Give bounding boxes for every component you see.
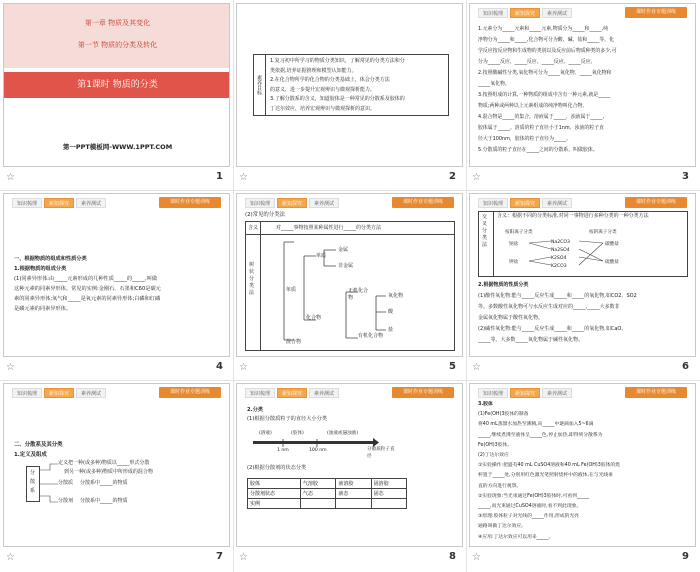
slide-thumbnail-9[interactable] xyxy=(469,383,696,547)
dispersion-medium-text: 分散系中_____的物质 xyxy=(80,498,128,504)
objective-line: 2.在化合物所学的化合物的分类基础上，体会分类方法 xyxy=(270,77,390,84)
cross-header: 按阳离子分类 xyxy=(505,230,533,235)
star-icon[interactable]: ☆ xyxy=(6,552,15,563)
classification-table xyxy=(245,221,455,351)
tab-explore[interactable]: 新知探究 xyxy=(510,388,540,398)
slide-number: 6 xyxy=(682,361,689,372)
tree-node: 无机化合物 xyxy=(348,288,369,301)
content-line: (2)根据分散剂的状态分类 xyxy=(247,465,307,471)
medium-state-table xyxy=(247,478,407,509)
tab-test[interactable]: 素养测试 xyxy=(76,198,106,208)
content-line: _____等。大多数_____氧化物属于碱性氧化物。 xyxy=(478,337,584,343)
tab-test[interactable]: 素养测试 xyxy=(309,388,339,398)
section-title: 第一节 物质的分类及转化 xyxy=(77,41,158,49)
tree-node: 有机化合物 xyxy=(358,333,384,339)
objective-line: 3.了解分散系的含义，知道胶体是一种常见的分散系及胶体的 xyxy=(270,96,405,103)
homework-banner[interactable]: 课时作业专题训练 xyxy=(392,387,454,398)
objective-line: 类依据,培养证据推理和模型认知能力。 xyxy=(270,67,357,74)
slide-thumbnail-5[interactable] xyxy=(236,193,463,357)
dispersion-medium-label: 分散剂 xyxy=(58,498,74,504)
slide-cell-5[interactable] xyxy=(233,190,466,380)
section-heading: 一、根据物质的组成和性质分类 xyxy=(14,256,87,262)
tree-node: 金属 xyxy=(338,247,349,253)
star-icon[interactable]: ☆ xyxy=(6,362,15,373)
salt-node: Na2CO3 xyxy=(551,240,570,245)
content-line: ④应用:丁达尔效应可以用来_____。 xyxy=(478,534,554,540)
content-line: 这种元素的同素异形体。常见的实例:金刚石、石墨和C60是碳元 xyxy=(14,286,161,292)
content-line: 胶体属于_____。溶质的粒子直径小于1nm，浊液的粒子直 xyxy=(478,125,604,131)
slide-number: 5 xyxy=(449,361,456,372)
slide-cell-8[interactable] xyxy=(233,380,466,570)
slide-cell-6[interactable] xyxy=(466,190,699,380)
tab-knowledge[interactable]: 知识梳理 xyxy=(12,198,42,208)
tree-node: 单质 xyxy=(316,253,327,259)
slide-thumbnail-8[interactable] xyxy=(236,383,463,547)
slide-footer xyxy=(466,171,699,187)
objective-line: 丁达尔效应，培养宏观辨识与微观探析的意识。 xyxy=(270,105,376,112)
salt-group: 碳酸盐 xyxy=(605,242,619,247)
tree-node: 酸 xyxy=(388,309,394,315)
dispersed-phase-text: 分散系中_____的物质 xyxy=(80,480,128,486)
slide-tabs xyxy=(478,198,572,208)
site-watermark: 第一PPT模板网-WWW.1PPT.COM xyxy=(62,143,173,151)
axis-region-label: (浊液或悬浊液) xyxy=(327,431,359,436)
slide-cell-1[interactable] xyxy=(0,0,233,190)
tab-knowledge[interactable]: 知识梳理 xyxy=(245,388,275,398)
subsection-heading: 2.分类 xyxy=(247,407,263,413)
meaning-label: 含义 xyxy=(248,225,259,231)
tree-node: 盐 xyxy=(388,327,394,333)
star-icon[interactable]: ☆ xyxy=(239,362,248,373)
content-line: (2)丁达尔效应 xyxy=(478,453,509,459)
slide-number: 8 xyxy=(449,551,456,562)
content-line: 1.元素分为_____元素和_____元素,物质分为_____和_____,纯 xyxy=(478,26,609,32)
salt-node: K2CO3 xyxy=(551,264,567,269)
slide-cell-2[interactable] xyxy=(233,0,466,190)
tab-test[interactable]: 素养测试 xyxy=(542,8,572,18)
tab-explore[interactable]: 新知探究 xyxy=(44,388,74,398)
salt-group: 硫酸盐 xyxy=(605,260,619,265)
axis-region-label: (溶液) xyxy=(259,431,272,436)
tab-explore[interactable]: 新知探究 xyxy=(277,198,307,208)
tab-test[interactable]: 素养测试 xyxy=(76,388,106,398)
content-line: ③原理:胶体粒子对光线的_____作用,形成的光亮 xyxy=(478,514,579,520)
content-line: 是磷元素的同素异形体。 xyxy=(14,306,72,312)
table-cell: 气态 xyxy=(300,489,335,499)
content-line: ②实验现象:当光束通过Fe(OH)3胶体时,可看到_____ xyxy=(478,493,590,499)
content-line: 将40 mL蒸馏水加热至沸腾,向_____中逐滴加入5~6滴 xyxy=(478,422,594,428)
content-line: 净物分为_____和_____,化合物可分为酸、碱、盐和_____等。化 xyxy=(478,37,615,43)
slide-footer xyxy=(233,361,466,377)
content-line: 杯置于_____处,分别用红色激光笔照射烧杯中的液体,在与光线垂 xyxy=(478,473,613,479)
tree-node: 非金属 xyxy=(338,263,354,269)
slide-footer xyxy=(0,171,233,187)
tab-explore[interactable]: 新知探究 xyxy=(277,388,307,398)
objective-line: 1.复习初中所学习的物质分类知识，了解常见的分类方法和分 xyxy=(270,58,405,64)
slide-thumbnail-4[interactable] xyxy=(3,193,230,357)
slide-cell-9[interactable] xyxy=(466,380,699,570)
slide-footer xyxy=(466,361,699,377)
content-line: _____氧化物。 xyxy=(478,81,510,87)
tab-knowledge[interactable]: 知识梳理 xyxy=(12,388,42,398)
cross-lines xyxy=(479,212,687,278)
tab-test[interactable]: 素养测试 xyxy=(542,388,572,398)
slide-number: 1 xyxy=(216,171,223,182)
content-line: _____,而光束通过CuSO4溶液时,看不到此现象。 xyxy=(478,504,582,510)
slide-thumbnail-2[interactable] xyxy=(236,3,463,167)
content-line: 学反应按反应物和生成物的类别以及反应前后物质种类的多少,可 xyxy=(478,48,617,54)
slide-footer xyxy=(233,551,466,567)
tab-test[interactable]: 素养测试 xyxy=(542,198,572,208)
tab-explore[interactable]: 新知探究 xyxy=(510,8,540,18)
cross-header: 按阴离子分类 xyxy=(589,230,617,235)
content-line: (1)酸性氧化物:能与_____反应生成_____和_____的氧化物,如CO2、SO2 xyxy=(478,293,637,299)
axis-title: 分散质粒子直径 xyxy=(367,447,395,459)
tree-node: 化合物 xyxy=(306,315,322,321)
content-line: 通路叫做丁达尔效应。 xyxy=(478,524,526,530)
table-cell: 胶体 xyxy=(248,479,301,489)
tab-knowledge[interactable]: 知识梳理 xyxy=(478,198,508,208)
tree-node: 单质 xyxy=(286,287,297,293)
content-line: (1)根据分散质粒子的直径大小分类 xyxy=(247,416,327,422)
table-cell xyxy=(300,499,335,509)
objectives-label: 素养目标 xyxy=(254,55,266,115)
subsection-heading: 2.根据物质的性质分类 xyxy=(478,282,529,288)
table-cell: 气溶胶 xyxy=(300,479,335,489)
content-line: _____,继续煮沸至液体呈_____色,停止加热,即得到分散系为 xyxy=(478,432,603,438)
homework-banner[interactable]: 课时作业专题训练 xyxy=(159,197,221,208)
dispersion-label: 分散系 xyxy=(30,470,36,494)
content-line: ①实验操作:把盛有40 mL CuSO4溶液和40 mL Fe(OH)3胶体的烧 xyxy=(478,463,620,469)
slide-thumbnail-7[interactable] xyxy=(3,383,230,547)
slide-cell-7[interactable] xyxy=(0,380,233,570)
slide-footer xyxy=(0,361,233,377)
table-cell xyxy=(371,499,406,509)
slide-number: 9 xyxy=(682,551,689,562)
slide-footer xyxy=(0,551,233,567)
tree-node: 混合物 xyxy=(286,339,302,345)
content-line: Fe(OH)3胶体。 xyxy=(478,442,513,448)
section-heading: 二、分散系及其分类 xyxy=(14,442,63,448)
table-cell: 分散剂状态 xyxy=(248,489,301,499)
subsection-heading: 3.胶体 xyxy=(478,402,493,407)
definition-text: 到另一种(或多种)物质中所形成的混合物 xyxy=(64,469,153,475)
content-line: (2)碱性氧化物:能与_____反应生成_____和_____的氧化物,如CaO、 xyxy=(478,326,627,332)
content-line: 径大于100nm，胶体的粒子直径为_____。 xyxy=(478,136,572,142)
tab-explore[interactable]: 新知探究 xyxy=(510,198,540,208)
slide-footer xyxy=(466,551,699,567)
content-line: (1)Fe(OH)3胶体的制备 xyxy=(478,412,529,418)
table-cell: 液溶胶 xyxy=(336,479,371,489)
content-line: (1)同素异形体:由_____元素形成的几种性质_____的_____,叫做 xyxy=(14,276,158,282)
chapter-title: 第一章 物质及其变化 xyxy=(84,19,151,27)
content-line: 5.分散质的粒子直径在_____之间的分散系，叫做胶体。 xyxy=(478,147,598,153)
content-line: 金属氧化物属于酸性氧化物。 xyxy=(478,315,544,321)
star-icon[interactable]: ☆ xyxy=(472,172,481,183)
axis-region-label: (胶体) xyxy=(291,431,304,436)
slide-cell-4[interactable] xyxy=(0,190,233,380)
tree-node: 氧化物 xyxy=(388,293,404,299)
slide-number: 4 xyxy=(216,361,223,372)
salt-group: 钾盐 xyxy=(509,260,519,265)
cross-classification-box xyxy=(478,211,688,277)
tab-knowledge[interactable]: 知识梳理 xyxy=(478,388,508,398)
table-cell xyxy=(336,499,371,509)
content-line: 直的方向进行观察。 xyxy=(478,483,522,489)
slide-tabs xyxy=(245,198,339,208)
objective-line: 的意义，进一步提升宏观辨识与微观探析能力。 xyxy=(270,86,376,93)
content-line: 素的同素异形体;氧气和_____是氧元素的同素异形体;白磷和红磷 xyxy=(14,296,161,302)
table-cell: 实例 xyxy=(248,499,301,509)
lesson-title: 第1课时 物质的分类 xyxy=(4,72,230,98)
definition-text: 把一种(或多种)物质以_____形式分散 xyxy=(68,460,150,466)
star-icon[interactable]: ☆ xyxy=(472,552,481,563)
definition-label: 定义 xyxy=(58,460,69,466)
homework-banner[interactable]: 课时作业专题训练 xyxy=(625,387,687,398)
content-line: 分为_____反应、_____反应、_____反应、_____反应。 xyxy=(478,59,596,65)
tab-explore[interactable]: 新知探究 xyxy=(44,198,74,208)
star-icon[interactable]: ☆ xyxy=(239,552,248,563)
star-icon[interactable]: ☆ xyxy=(472,362,481,373)
homework-banner[interactable]: 课时作业专题训练 xyxy=(625,197,687,208)
tab-knowledge[interactable]: 知识梳理 xyxy=(478,8,508,18)
subsection-heading: 1.根据物质的组成分类 xyxy=(14,266,67,272)
slide-tabs xyxy=(478,388,572,398)
cross-method-label: 交叉分类法 xyxy=(482,214,488,248)
homework-banner[interactable]: 课时作业专题训练 xyxy=(159,387,221,398)
salt-node: K2SO4 xyxy=(551,256,567,261)
table-cell: 液态 xyxy=(336,489,371,499)
axis-tick-label: 1 nm xyxy=(277,448,289,453)
slide-thumbnail-6[interactable] xyxy=(469,193,696,357)
salt-node: Na2SO4 xyxy=(551,248,570,253)
title-header-area xyxy=(4,4,230,68)
star-icon[interactable]: ☆ xyxy=(6,172,15,183)
salt-group: 钠盐 xyxy=(509,242,519,247)
classification-title: (2)常见的分类法 xyxy=(245,212,285,218)
star-icon[interactable]: ☆ xyxy=(239,172,248,183)
table-cell: 固溶胶 xyxy=(371,479,406,489)
content-line: 2.按照酸碱性分类,氧化物可分为_____氧化物、_____氧化物和 xyxy=(478,70,612,76)
slide-tabs xyxy=(12,198,106,208)
slide-thumbnail-1[interactable] xyxy=(3,3,230,167)
slide-thumbnail-3[interactable] xyxy=(469,3,696,167)
content-line: 物质;两种或两种以上元素组成的纯净物叫化合物。 xyxy=(478,103,588,109)
slide-tabs xyxy=(478,8,572,18)
slide-number: 7 xyxy=(216,551,223,562)
cross-meaning-text: 含义：根据不同的分类标准,对同一事物进行多种分类的一种分类方法 xyxy=(497,213,649,219)
table-cell: 固态 xyxy=(371,489,406,499)
tab-knowledge[interactable]: 知识梳理 xyxy=(245,198,275,208)
slide-number: 3 xyxy=(682,171,689,182)
slide-number: 2 xyxy=(449,171,456,182)
axis-tick-label: 100 nm xyxy=(309,448,327,453)
tab-test[interactable]: 素养测试 xyxy=(309,198,339,208)
content-line: 4.混合物是_____的集合。溶液属于_____，浊液属于_____, xyxy=(478,114,605,120)
meaning-text: 对_____事物按照某种属性进行_____的分类方法 xyxy=(276,225,382,231)
objectives-box xyxy=(253,54,449,116)
dispersed-phase-label: 分散质 xyxy=(58,480,74,486)
tree-method-label: 树状分类法 xyxy=(249,262,255,296)
slide-cell-3[interactable] xyxy=(466,0,699,190)
content-line: 3.按照组成的计算,一种物质的组成中含有一种元素,就是_____ xyxy=(478,92,611,98)
homework-banner[interactable]: 课时作业专题训练 xyxy=(392,197,454,208)
content-line: 等。多数酸性氧化物可与水反应生成对应的_____,_____大多数非 xyxy=(478,304,620,310)
subsection-heading: 1.定义及组成 xyxy=(14,452,47,458)
tree-lines xyxy=(246,222,454,352)
slide-footer xyxy=(233,171,466,187)
homework-banner[interactable]: 课时作业专题训练 xyxy=(625,7,687,18)
